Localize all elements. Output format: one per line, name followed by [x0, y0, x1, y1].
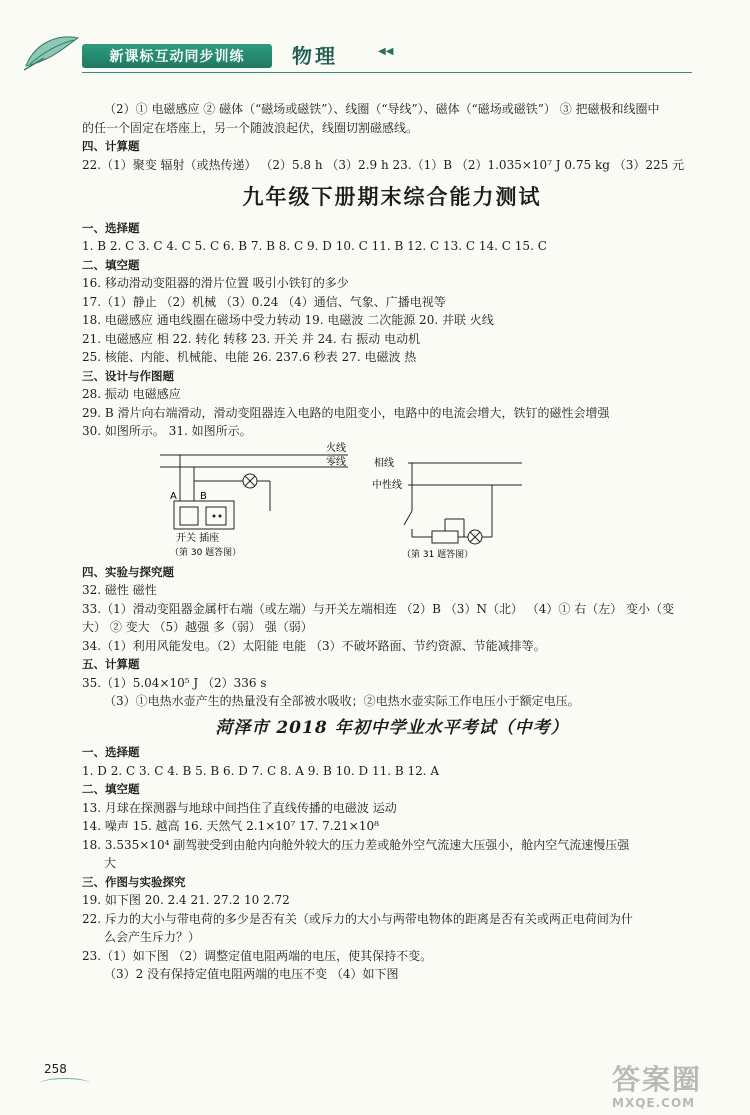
figure-caption: （第 31 题答图）: [402, 549, 474, 560]
section-heading: 一、选择题: [82, 220, 140, 235]
answer-line: 17.（1）静止 （2）机械 （3）0.24 （4）通信、气象、广播电视等: [82, 294, 446, 309]
exam-title: 菏泽市 2018 年初中学业水平考试（中考）: [215, 717, 569, 738]
page-header: [0, 0, 750, 90]
live-wire-label: 火线: [326, 442, 346, 454]
page-number: 258: [44, 1062, 67, 1076]
answer-line: 35.（1）5.04×10⁵ J （2）336 s: [82, 675, 267, 690]
answer-line: （3）2 没有保持定值电阻两端的电压不变 （4）如下图: [104, 967, 399, 981]
switch-icon: [404, 511, 412, 525]
neutral-wire-label: 零线: [326, 456, 346, 468]
answer-line: 的任一个固定在塔座上，另一个随波浪起伏，线圈切割磁感线。: [82, 120, 419, 135]
answer-line: 大） ② 变大 （5）越强 多（弱） 强（弱）: [82, 620, 313, 634]
answer-line: 21. 电磁感应 相 22. 转化 转移 23. 开关 并 24. 右 振动 电动机: [82, 331, 421, 346]
figure-caption: （第 30 题答图）: [170, 547, 242, 558]
phase-wire-label: 相线: [374, 457, 394, 469]
answer-line: 大: [104, 856, 117, 870]
answer-line: 19. 如下图 20. 2.4 21. 27.2 10 2.72: [82, 893, 290, 907]
answer-line: 18. 3.535×10⁴ 副驾驶受到由舱内向舱外较大的压力差或舱外空气流速大压强小，舱内空气流速慢压强: [82, 837, 630, 852]
answer-line: 16. 移动滑动变阻器的滑片位置 吸引小铁钉的多少: [82, 276, 349, 290]
site-watermark: [612, 1058, 702, 1110]
answer-content: [82, 100, 702, 984]
section-heading: 三、设计与作图题: [82, 368, 174, 383]
exam-title: 九年级下册期末综合能力测试: [242, 185, 542, 209]
section-heading: 四、实验与探究题: [82, 564, 174, 579]
answer-line: 13. 月球在探测器与地球中间挡住了直线传播的电磁波 运动: [82, 800, 397, 815]
subject-title: 物理: [292, 44, 338, 68]
answer-line: 28. 振动 电磁感应: [82, 387, 181, 401]
section-heading: 四、计算题: [82, 139, 140, 153]
answer-line: 1. D 2. C 3. C 4. B 5. B 6. D 7. C 8. A 9. B 10. D 11. B 12. A: [82, 763, 440, 778]
answer-line: 32. 磁性 磁性: [82, 583, 157, 597]
svg-text:A: A: [170, 490, 177, 502]
neutral-wire-label: 中性线: [372, 479, 402, 491]
answer-line: 么会产生斥力？）: [104, 930, 201, 944]
section-heading: 二、填空题: [82, 782, 140, 796]
series-title: 新课标互动同步训练: [82, 44, 272, 68]
answer-line: 22. 斥力的大小与带电荷的多少是否有关（或斥力的大小与两带电物体的距离是否有关或两正电荷间为什: [82, 911, 633, 926]
section-heading: 五、计算题: [82, 657, 140, 671]
answer-line: 1. B 2. C 3. C 4. C 5. C 6. B 7. B 8. C 9. D 10. C 11. B 12. C 13. C 14. C 15. C: [82, 239, 547, 253]
rheostat-icon: [432, 531, 458, 543]
watermark-url: MXQE.COM: [612, 1096, 696, 1110]
circuit-diagram-30: [150, 441, 350, 559]
watermark-title: 答案圈: [612, 1063, 703, 1096]
section-heading: 一、选择题: [82, 745, 140, 759]
answer-line: 33.（1）滑动变阻器金属杆右端（或左端）与开关左端相连 （2）B （3）N（北） （4）① 右（左） 变小（变: [82, 601, 675, 616]
circuit-diagram-31: [372, 453, 532, 561]
answer-line: 25. 核能、内能、机械能、电能 26. 237.6 秒表 27. 电磁波 热: [82, 350, 417, 364]
answer-line: 22.（1）聚变 辐射（或热传递） （2）5.8 h （3）2.9 h 23.（1）B （2）1.035×10⁷ J 0.75 kg （3）225 元: [82, 157, 685, 172]
page-number-swirl: [40, 1078, 90, 1089]
answer-line: 30. 如图所示。 31. 如图所示。: [82, 424, 252, 438]
section-heading: 三、作图与实验探究: [82, 874, 186, 889]
answer-line: 14. 噪声 15. 越高 16. 天然气 2.1×10⁷ 17. 7.21×10⁸: [82, 819, 379, 833]
answer-line: 18. 电磁感应 通电线圈在磁场中受力转动 19. 电磁波 二次能源 20. 并联 火线: [82, 313, 494, 327]
answer-line: （2）① 电磁感应 ② 磁体（“磁场或磁铁”）、线圈（“导线”）、磁体（“磁场或磁铁”） ③ 把磁极和线圈中: [104, 102, 660, 116]
arrow-icon: ◀◀: [378, 46, 394, 57]
section-heading: 二、填空题: [82, 257, 140, 272]
answer-line: 34.（1）利用风能发电。（2）太阳能 电能 （3）不破坏路面、节约资源、节能减排等。: [82, 638, 546, 653]
answer-line: 23.（1）如下图 （2）调整定值电阻两端的电压，使其保持不变。: [82, 948, 433, 963]
svg-text:B: B: [200, 490, 207, 502]
switch-socket-label: 开关 插座: [176, 532, 220, 544]
leaf-logo-icon: [22, 30, 82, 74]
circuit-diagrams: [82, 441, 702, 563]
header-rule: [82, 72, 692, 73]
answer-line: （3）①电热水壶产生的热量没有全部被水吸收；②电热水壶实际工作电压小于额定电压。: [104, 694, 580, 708]
answer-line: 29. B 滑片向右端滑动，滑动变阻器连入电路的电阻变小，电路中的电流会增大，铁钉的磁性会增强: [82, 405, 610, 420]
